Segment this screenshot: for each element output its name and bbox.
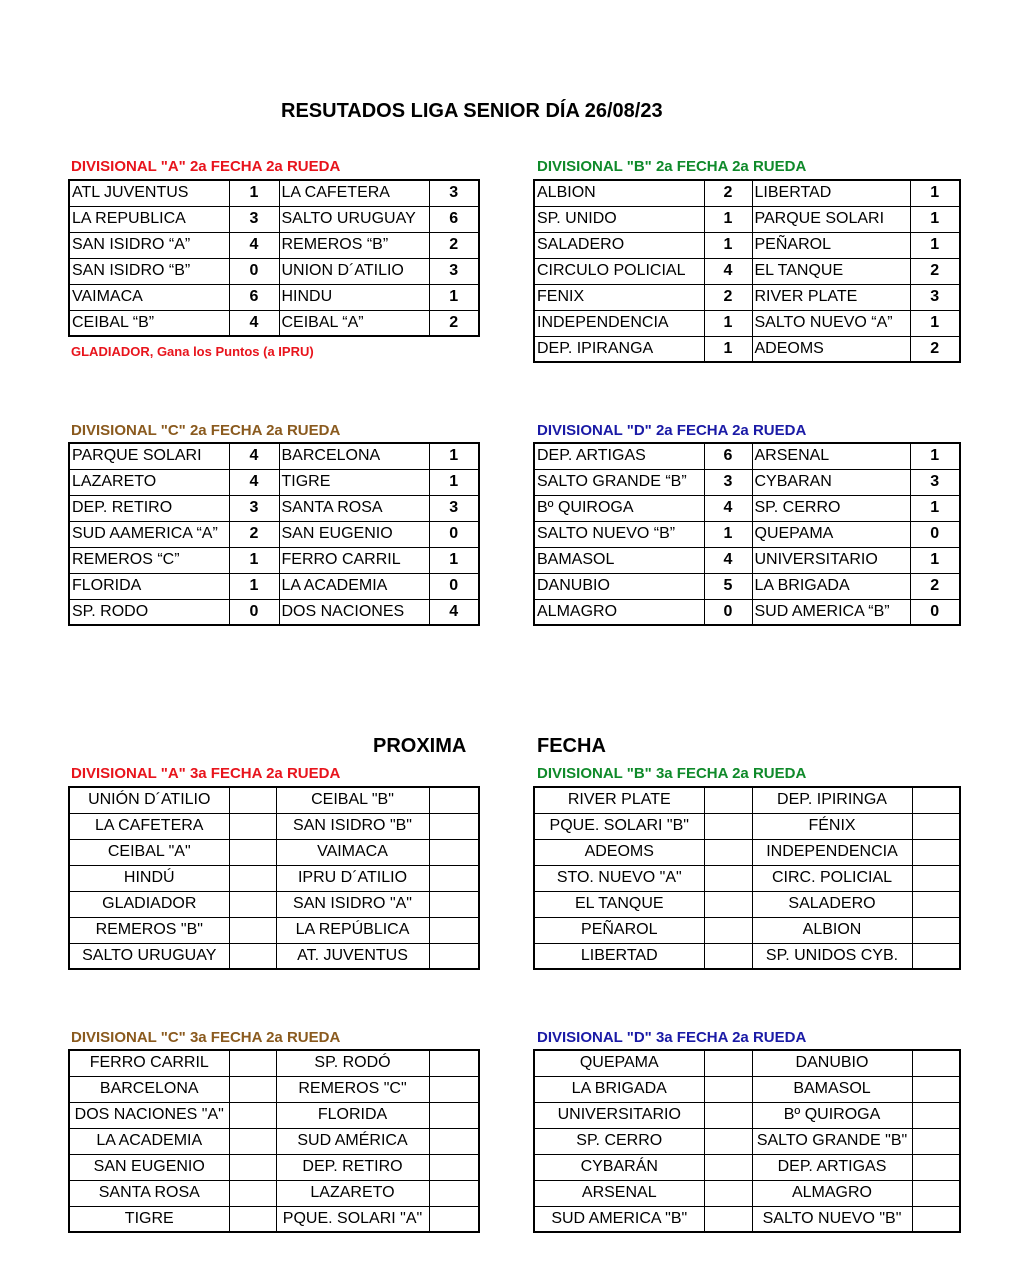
away-score-cell <box>912 813 960 839</box>
home-team: SAN EUGENIO <box>69 1154 229 1180</box>
away-score: 2 <box>429 310 479 336</box>
away-team: SAN ISIDRO "A" <box>276 891 429 917</box>
home-team: HINDÚ <box>69 865 229 891</box>
away-team: PQUE. SOLARI "A" <box>276 1206 429 1232</box>
home-team: ATL JUVENTUS <box>69 180 229 206</box>
away-score: 1 <box>429 284 479 310</box>
away-score-cell <box>429 1102 479 1128</box>
away-score: 0 <box>429 521 479 547</box>
home-team: LIBERTAD <box>534 943 704 969</box>
home-score-cell <box>704 1102 752 1128</box>
results-table-a <box>68 179 480 337</box>
home-team: QUEPAMA <box>534 1050 704 1076</box>
home-score-cell <box>229 1076 276 1102</box>
divisional-b-next-title: DIVISIONAL "B" 3a FECHA 2a RUEDA <box>537 765 807 782</box>
home-score: 4 <box>229 443 279 469</box>
divisional-c-results-title: DIVISIONAL "C" 2a FECHA 2a RUEDA <box>71 422 341 439</box>
home-team: PQUE. SOLARI "B" <box>534 813 704 839</box>
home-score: 1 <box>229 573 279 599</box>
away-team: ARSENAL <box>752 443 910 469</box>
home-score-cell <box>229 1128 276 1154</box>
home-team: DEP. RETIRO <box>69 495 229 521</box>
fixture-row <box>534 1180 960 1206</box>
away-team: SALTO NUEVO "B" <box>752 1206 912 1232</box>
home-team: ARSENAL <box>534 1180 704 1206</box>
home-team: GLADIADOR <box>69 891 229 917</box>
away-score-cell <box>912 917 960 943</box>
result-row <box>534 336 960 362</box>
home-score-cell <box>229 943 276 969</box>
home-team: DEP. ARTIGAS <box>534 443 704 469</box>
home-score: 2 <box>229 521 279 547</box>
away-score: 6 <box>429 206 479 232</box>
result-row <box>69 469 479 495</box>
away-team: SUD AMERICA “B” <box>752 599 910 625</box>
home-team: CYBARÁN <box>534 1154 704 1180</box>
away-score: 1 <box>429 443 479 469</box>
away-team: SP. UNIDOS CYB. <box>752 943 912 969</box>
home-team: LA REPUBLICA <box>69 206 229 232</box>
divisional-b-results-title: DIVISIONAL "B" 2a FECHA 2a RUEDA <box>537 158 807 175</box>
fixture-row <box>69 813 479 839</box>
home-team: UNIVERSITARIO <box>534 1102 704 1128</box>
away-team: INDEPENDENCIA <box>752 839 912 865</box>
away-score-cell <box>429 917 479 943</box>
home-team: FERRO CARRIL <box>69 1050 229 1076</box>
away-team: RIVER PLATE <box>752 284 910 310</box>
away-team: SP. RODÓ <box>276 1050 429 1076</box>
home-score-cell <box>704 891 752 917</box>
away-team: REMEROS “B” <box>279 232 429 258</box>
away-team: CEIBAL "B" <box>276 787 429 813</box>
away-score: 3 <box>910 284 960 310</box>
away-team: Bº QUIROGA <box>752 1102 912 1128</box>
home-score: 3 <box>704 469 752 495</box>
home-score: 0 <box>229 258 279 284</box>
home-score-cell <box>704 1050 752 1076</box>
fixture-row <box>534 1206 960 1232</box>
away-team: FÉNIX <box>752 813 912 839</box>
fixture-row <box>534 1050 960 1076</box>
fixture-row <box>534 865 960 891</box>
away-score-cell <box>912 891 960 917</box>
away-score-cell <box>429 1050 479 1076</box>
away-score: 0 <box>910 599 960 625</box>
home-score: 4 <box>229 469 279 495</box>
home-team: BARCELONA <box>69 1076 229 1102</box>
away-score-cell <box>429 1128 479 1154</box>
home-team: SUD AAMERICA “A” <box>69 521 229 547</box>
fixture-row <box>534 1102 960 1128</box>
next-table-c <box>68 1049 480 1233</box>
away-score: 2 <box>429 232 479 258</box>
result-row <box>69 495 479 521</box>
home-team: INDEPENDENCIA <box>534 310 704 336</box>
home-score: 1 <box>704 310 752 336</box>
home-team: SUD AMERICA "B" <box>534 1206 704 1232</box>
result-row <box>534 495 960 521</box>
away-score: 3 <box>910 469 960 495</box>
home-team: PARQUE SOLARI <box>69 443 229 469</box>
home-score-cell <box>704 813 752 839</box>
fixture-row <box>69 1154 479 1180</box>
divisional-a-next-title: DIVISIONAL "A" 3a FECHA 2a RUEDA <box>71 765 341 782</box>
home-team: ALMAGRO <box>534 599 704 625</box>
next-table-b <box>533 786 961 970</box>
result-row <box>69 284 479 310</box>
away-team: ALBION <box>752 917 912 943</box>
home-team: DOS NACIONES "A" <box>69 1102 229 1128</box>
away-score-cell <box>912 839 960 865</box>
away-score: 1 <box>910 310 960 336</box>
divisional-d-next-title: DIVISIONAL "D" 3a FECHA 2a RUEDA <box>537 1029 807 1046</box>
fixture-row <box>69 943 479 969</box>
home-team: REMEROS "B" <box>69 917 229 943</box>
home-team: BAMASOL <box>534 547 704 573</box>
away-score: 3 <box>429 258 479 284</box>
result-row <box>534 284 960 310</box>
home-score: 0 <box>229 599 279 625</box>
fixture-row <box>534 839 960 865</box>
home-team: LA CAFETERA <box>69 813 229 839</box>
away-score: 3 <box>429 180 479 206</box>
home-score: 3 <box>229 495 279 521</box>
home-score: 4 <box>704 547 752 573</box>
home-score: 5 <box>704 573 752 599</box>
fixture-row <box>69 1050 479 1076</box>
away-team: FLORIDA <box>276 1102 429 1128</box>
result-row <box>534 206 960 232</box>
home-team: SALTO NUEVO “B” <box>534 521 704 547</box>
away-score-cell <box>429 865 479 891</box>
away-team: VAIMACA <box>276 839 429 865</box>
away-team: EL TANQUE <box>752 258 910 284</box>
next-fixture-heading-right: FECHA <box>537 735 606 757</box>
fixture-row <box>534 943 960 969</box>
away-score-cell <box>429 839 479 865</box>
fixture-row <box>69 839 479 865</box>
away-team: LAZARETO <box>276 1180 429 1206</box>
away-team: AT. JUVENTUS <box>276 943 429 969</box>
result-row <box>534 547 960 573</box>
away-score: 1 <box>910 232 960 258</box>
away-team: CIRC. POLICIAL <box>752 865 912 891</box>
results-table-b <box>533 179 961 363</box>
result-row <box>534 521 960 547</box>
home-team: ADEOMS <box>534 839 704 865</box>
away-team: SAN ISIDRO "B" <box>276 813 429 839</box>
away-team: UNIVERSITARIO <box>752 547 910 573</box>
home-team: UNIÓN D´ATILIO <box>69 787 229 813</box>
home-team: SP. RODO <box>69 599 229 625</box>
away-score: 4 <box>429 599 479 625</box>
home-score: 4 <box>704 495 752 521</box>
away-score-cell <box>429 891 479 917</box>
home-team: CIRCULO POLICIAL <box>534 258 704 284</box>
home-team: SALADERO <box>534 232 704 258</box>
home-team: LAZARETO <box>69 469 229 495</box>
home-score-cell <box>704 917 752 943</box>
fixture-row <box>534 917 960 943</box>
fixture-row <box>534 891 960 917</box>
fixture-row <box>69 891 479 917</box>
away-team: PEÑAROL <box>752 232 910 258</box>
away-team: FERRO CARRIL <box>279 547 429 573</box>
away-team: BARCELONA <box>279 443 429 469</box>
result-row <box>69 443 479 469</box>
away-team: IPRU D´ATILIO <box>276 865 429 891</box>
fixture-row <box>534 813 960 839</box>
home-team: ALBION <box>534 180 704 206</box>
away-team: QUEPAMA <box>752 521 910 547</box>
home-score-cell <box>704 1154 752 1180</box>
away-score-cell <box>912 1206 960 1232</box>
home-score-cell <box>229 917 276 943</box>
away-score-cell <box>912 1128 960 1154</box>
next-table-d <box>533 1049 961 1233</box>
result-row <box>534 180 960 206</box>
result-row <box>69 599 479 625</box>
result-row <box>69 310 479 336</box>
away-team: BAMASOL <box>752 1076 912 1102</box>
away-team: HINDU <box>279 284 429 310</box>
away-team: SALTO GRANDE "B" <box>752 1128 912 1154</box>
away-team: ADEOMS <box>752 336 910 362</box>
away-team: REMEROS "C" <box>276 1076 429 1102</box>
home-team: REMEROS “C” <box>69 547 229 573</box>
away-score-cell <box>912 865 960 891</box>
home-team: SAN ISIDRO “A” <box>69 232 229 258</box>
home-score: 1 <box>229 547 279 573</box>
fixture-row <box>69 1102 479 1128</box>
home-score-cell <box>229 813 276 839</box>
away-score: 2 <box>910 573 960 599</box>
home-team: CEIBAL "A" <box>69 839 229 865</box>
home-score-cell <box>229 1050 276 1076</box>
home-score: 1 <box>229 180 279 206</box>
away-score: 1 <box>910 495 960 521</box>
away-score-cell <box>429 813 479 839</box>
result-row <box>534 599 960 625</box>
away-team: DEP. ARTIGAS <box>752 1154 912 1180</box>
away-score-cell <box>912 1076 960 1102</box>
away-team: ALMAGRO <box>752 1180 912 1206</box>
home-score-cell <box>704 1180 752 1206</box>
away-team: SAN EUGENIO <box>279 521 429 547</box>
home-score: 2 <box>704 180 752 206</box>
home-team: SP. UNIDO <box>534 206 704 232</box>
home-score-cell <box>704 865 752 891</box>
next-table-a <box>68 786 480 970</box>
home-score: 4 <box>704 258 752 284</box>
away-team: TIGRE <box>279 469 429 495</box>
home-score: 1 <box>704 521 752 547</box>
home-score: 6 <box>229 284 279 310</box>
fixture-row <box>534 1128 960 1154</box>
fixture-row <box>69 917 479 943</box>
away-score: 2 <box>910 258 960 284</box>
home-team: VAIMACA <box>69 284 229 310</box>
away-score: 3 <box>429 495 479 521</box>
away-team: SALTO NUEVO “A” <box>752 310 910 336</box>
away-team: SUD AMÉRICA <box>276 1128 429 1154</box>
away-score-cell <box>429 1076 479 1102</box>
result-row <box>69 547 479 573</box>
away-score-cell <box>429 1154 479 1180</box>
result-row <box>534 573 960 599</box>
home-score: 1 <box>704 336 752 362</box>
result-row <box>534 469 960 495</box>
away-team: LIBERTAD <box>752 180 910 206</box>
fixture-row <box>69 1128 479 1154</box>
home-score-cell <box>229 891 276 917</box>
result-row <box>534 232 960 258</box>
away-team: DANUBIO <box>752 1050 912 1076</box>
home-team: RIVER PLATE <box>534 787 704 813</box>
away-team: DEP. RETIRO <box>276 1154 429 1180</box>
away-team: DEP. IPIRINGA <box>752 787 912 813</box>
away-team: DOS NACIONES <box>279 599 429 625</box>
home-score: 0 <box>704 599 752 625</box>
home-team: SP. CERRO <box>534 1128 704 1154</box>
result-row <box>69 521 479 547</box>
away-team: SALADERO <box>752 891 912 917</box>
away-team: LA ACADEMIA <box>279 573 429 599</box>
away-score: 1 <box>910 443 960 469</box>
home-score-cell <box>704 1076 752 1102</box>
away-score-cell <box>429 1180 479 1206</box>
fixture-row <box>69 1180 479 1206</box>
home-score: 2 <box>704 284 752 310</box>
away-team: CYBARAN <box>752 469 910 495</box>
home-score-cell <box>229 1102 276 1128</box>
home-score-cell <box>704 1206 752 1232</box>
home-team: DEP. IPIRANGA <box>534 336 704 362</box>
home-score-cell <box>229 1206 276 1232</box>
home-team: Bº QUIROGA <box>534 495 704 521</box>
result-row <box>534 443 960 469</box>
home-team: FLORIDA <box>69 573 229 599</box>
away-score-cell <box>912 1154 960 1180</box>
home-team: FENIX <box>534 284 704 310</box>
home-score: 3 <box>229 206 279 232</box>
away-score: 1 <box>910 547 960 573</box>
page-title: RESUTADOS LIGA SENIOR DÍA 26/08/23 <box>281 100 663 122</box>
home-team: SANTA ROSA <box>69 1180 229 1206</box>
results-table-d <box>533 442 961 626</box>
fixture-row <box>69 865 479 891</box>
home-score-cell <box>229 865 276 891</box>
home-team: SALTO GRANDE “B” <box>534 469 704 495</box>
divisional-c-next-title: DIVISIONAL "C" 3a FECHA 2a RUEDA <box>71 1029 341 1046</box>
away-team: LA CAFETERA <box>279 180 429 206</box>
away-score-cell <box>912 787 960 813</box>
fixture-row <box>534 1076 960 1102</box>
fixture-row <box>534 787 960 813</box>
home-score-cell <box>704 839 752 865</box>
away-score-cell <box>912 1050 960 1076</box>
home-score-cell <box>229 787 276 813</box>
divisional-a-results-title: DIVISIONAL "A" 2a FECHA 2a RUEDA <box>71 158 341 175</box>
away-team: LA REPÚBLICA <box>276 917 429 943</box>
home-score-cell <box>229 1154 276 1180</box>
divisional-a-note: GLADIADOR, Gana los Puntos (a IPRU) <box>71 344 314 359</box>
home-team: STO. NUEVO "A" <box>534 865 704 891</box>
result-row <box>69 258 479 284</box>
away-team: LA BRIGADA <box>752 573 910 599</box>
result-row <box>534 310 960 336</box>
home-team: CEIBAL “B” <box>69 310 229 336</box>
next-fixture-heading-left: PROXIMA <box>373 735 467 757</box>
away-score-cell <box>912 943 960 969</box>
result-row <box>69 206 479 232</box>
home-team: PEÑAROL <box>534 917 704 943</box>
home-score: 1 <box>704 206 752 232</box>
result-row <box>69 180 479 206</box>
away-score-cell <box>912 1180 960 1206</box>
home-score-cell <box>229 1180 276 1206</box>
away-score: 1 <box>910 180 960 206</box>
away-score: 1 <box>429 547 479 573</box>
away-score: 1 <box>910 206 960 232</box>
home-team: TIGRE <box>69 1206 229 1232</box>
away-score: 2 <box>910 336 960 362</box>
fixture-row <box>69 1206 479 1232</box>
home-team: DANUBIO <box>534 573 704 599</box>
home-team: LA ACADEMIA <box>69 1128 229 1154</box>
home-score: 1 <box>704 232 752 258</box>
home-score: 6 <box>704 443 752 469</box>
away-score-cell <box>912 1102 960 1128</box>
away-score-cell <box>429 1206 479 1232</box>
result-row <box>534 258 960 284</box>
away-team: SP. CERRO <box>752 495 910 521</box>
away-score: 1 <box>429 469 479 495</box>
home-score-cell <box>704 943 752 969</box>
home-score: 4 <box>229 232 279 258</box>
result-row <box>69 232 479 258</box>
away-team: UNION D´ATILIO <box>279 258 429 284</box>
away-team: CEIBAL “A” <box>279 310 429 336</box>
away-team: PARQUE SOLARI <box>752 206 910 232</box>
home-score-cell <box>704 787 752 813</box>
away-team: SANTA ROSA <box>279 495 429 521</box>
away-score: 0 <box>429 573 479 599</box>
away-score-cell <box>429 787 479 813</box>
away-team: SALTO URUGUAY <box>279 206 429 232</box>
results-table-c <box>68 442 480 626</box>
away-score: 0 <box>910 521 960 547</box>
home-team: LA BRIGADA <box>534 1076 704 1102</box>
home-score: 4 <box>229 310 279 336</box>
home-team: EL TANQUE <box>534 891 704 917</box>
away-score-cell <box>429 943 479 969</box>
fixture-row <box>69 1076 479 1102</box>
home-score-cell <box>704 1128 752 1154</box>
home-team: SAN ISIDRO “B” <box>69 258 229 284</box>
fixture-row <box>534 1154 960 1180</box>
home-team: SALTO URUGUAY <box>69 943 229 969</box>
divisional-d-results-title: DIVISIONAL "D" 2a FECHA 2a RUEDA <box>537 422 807 439</box>
fixture-row <box>69 787 479 813</box>
result-row <box>69 573 479 599</box>
home-score-cell <box>229 839 276 865</box>
